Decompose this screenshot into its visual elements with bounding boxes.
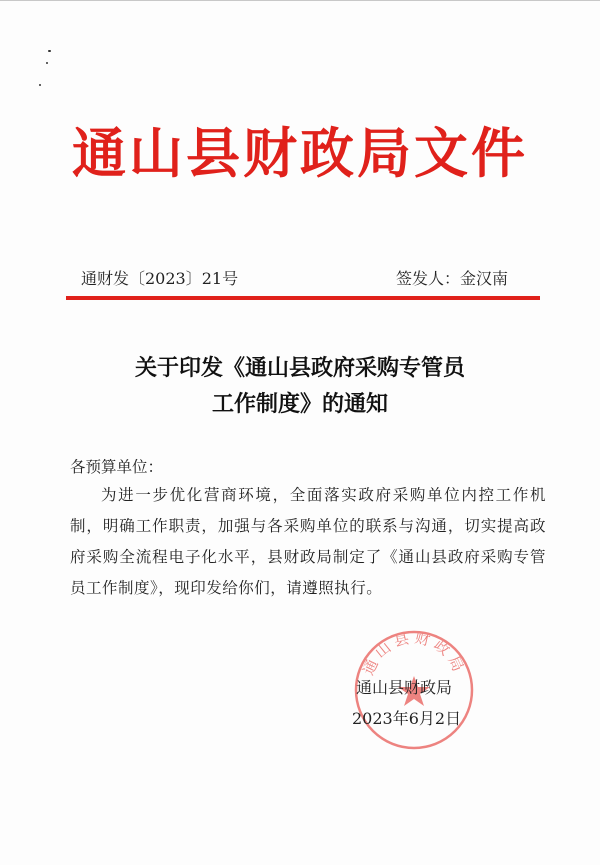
issuer-signature: 通山县财政局 [356,678,453,697]
title-line-2: 工作制度》的通知 [211,391,388,417]
salutation: 各预算单位： [70,458,164,476]
scan-speck [39,84,41,86]
signer: 签发人：金汉南 [395,269,508,288]
scan-speck [46,62,48,64]
document-number: 通财发〔2023〕21号 [81,269,239,288]
document-title [80,350,520,422]
top-edge [0,0,600,1]
svg-text:通山县财政局 [359,628,469,677]
red-divider [66,296,540,300]
title-line-1: 关于印发《通山县政府采购专管员 [134,355,465,381]
seal-text: 通山县财政局 [359,628,469,678]
body-paragraph: 为进一步优化营商环境，全面落实政府采购单位内控工作机制，明确工作职责，加强与各采购单位的联系与沟通，切实提高政府采购全流程电子化水平，县财政局制定了《通山县政府采购专管员工作制度》，现印发给你们，请遵照执行。 [70,486,546,597]
issue-date: 2023年6月2日 [352,709,462,728]
scan-speck [48,50,51,52]
issuer-banner: 通山县财政局文件 [72,121,528,185]
